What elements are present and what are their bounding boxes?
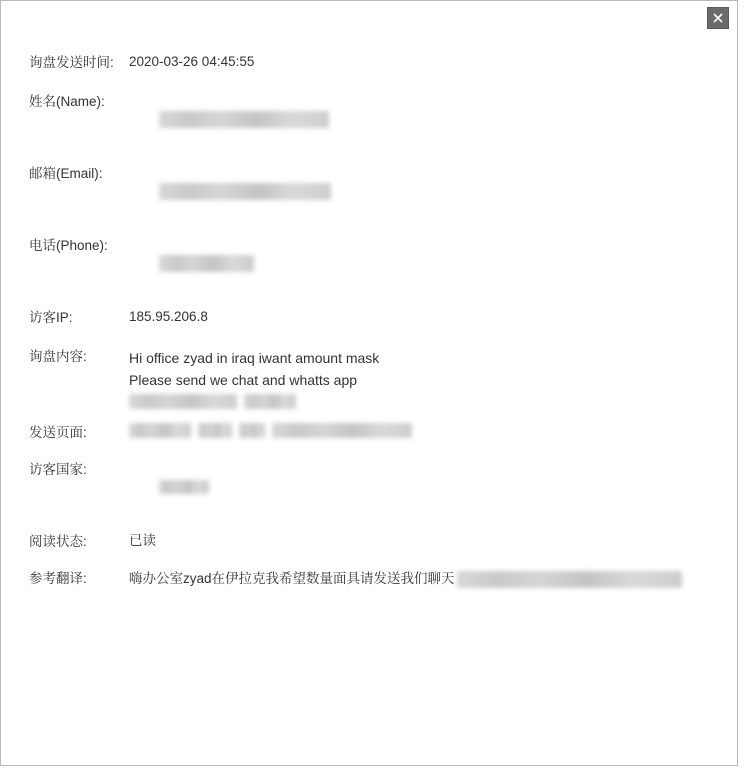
redacted-block	[159, 111, 329, 128]
redacted-block	[272, 423, 412, 438]
redacted-block	[198, 423, 232, 438]
email-value-redacted	[129, 164, 331, 218]
redacted-block	[159, 480, 209, 494]
field-send-page	[29, 423, 717, 442]
redacted-block	[239, 423, 265, 438]
redacted-block	[129, 423, 191, 438]
close-button[interactable]	[707, 7, 729, 29]
translation-value	[129, 569, 682, 589]
read-status-label: 阅读状态:	[29, 534, 87, 549]
send-time-value: 2020-03-26 04:45:55	[129, 54, 255, 69]
inquiry-message-line-1: Hi office zyad in iraq iwant amount mask	[129, 350, 380, 366]
field-read-status	[29, 532, 717, 551]
close-icon	[712, 12, 724, 24]
redacted-block	[159, 183, 331, 200]
name-label: 姓名(Name):	[29, 94, 105, 109]
visitor-ip-label: 访客IP:	[29, 310, 73, 325]
field-translation	[29, 569, 717, 589]
send-time-label: 询盘发送时间:	[29, 55, 114, 70]
field-inquiry-message	[29, 347, 717, 409]
visitor-country-label: 访客国家:	[29, 462, 87, 477]
inquiry-detail-content	[1, 31, 737, 589]
field-name	[29, 92, 717, 146]
translation-label: 参考翻译:	[29, 571, 87, 586]
redacted-block	[129, 394, 237, 409]
redacted-block	[244, 394, 296, 409]
inquiry-message-label: 询盘内容:	[29, 349, 87, 364]
field-phone	[29, 236, 717, 290]
phone-value-redacted	[129, 236, 254, 290]
redacted-block	[457, 571, 682, 588]
field-visitor-ip	[29, 308, 717, 327]
visitor-country-value-redacted	[129, 460, 209, 514]
send-page-label: 发送页面:	[29, 425, 87, 440]
inquiry-message-line-2: Please send we chat and whatts app	[129, 372, 358, 388]
field-visitor-country	[29, 460, 717, 514]
dialog-titlebar	[1, 1, 737, 31]
name-value-redacted	[129, 92, 329, 146]
redacted-block	[159, 255, 254, 272]
inquiry-message-line-3-redacted	[129, 394, 379, 409]
translation-text: 嗨办公室zyad在伊拉克我希望数量面具请发送我们聊天	[129, 571, 455, 586]
read-status-value: 已读	[129, 533, 156, 548]
visitor-ip-value: 185.95.206.8	[129, 309, 208, 324]
phone-label: 电话(Phone):	[29, 238, 108, 253]
field-send-time	[29, 53, 717, 72]
inquiry-message-value	[129, 347, 379, 409]
field-email	[29, 164, 717, 218]
email-label: 邮箱(Email):	[29, 166, 103, 181]
send-page-value-redacted	[129, 423, 412, 438]
